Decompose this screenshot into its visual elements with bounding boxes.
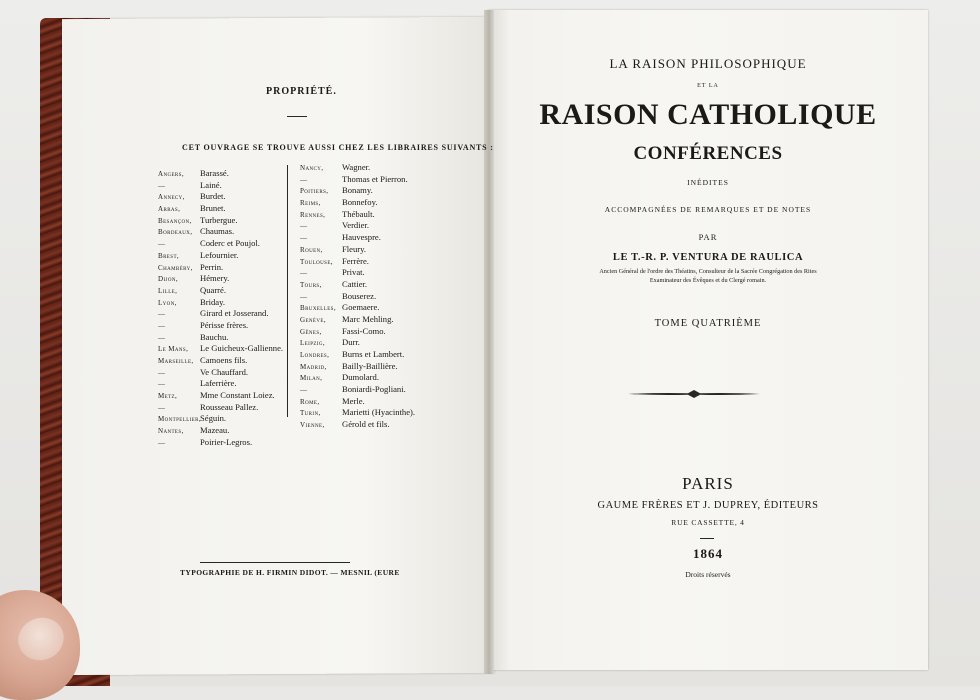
bookseller-name: Marc Mehling. <box>342 313 394 324</box>
city-paris: PARIS <box>682 474 734 493</box>
bookseller-row <box>158 285 283 297</box>
bookseller-row <box>300 162 415 174</box>
title-line-2: RAISON CATHOLIQUE <box>539 98 877 131</box>
bookseller-row <box>158 367 283 379</box>
bookseller-name: Quarré. <box>200 284 227 295</box>
bookseller-name: Lefournier. <box>200 249 239 260</box>
bookseller-row <box>158 180 283 192</box>
bookseller-city: Besançon, <box>158 216 192 225</box>
year-rule <box>700 538 714 539</box>
bookseller-city: Lille, <box>158 286 178 295</box>
bookseller-row <box>158 297 283 309</box>
inedites-label: INÉDITES <box>687 178 729 187</box>
bookseller-city: Genève, <box>300 315 326 324</box>
bookseller-row <box>300 197 415 209</box>
bookseller-name: Thébault. <box>342 208 375 219</box>
bookseller-name: Bailly-Baillière. <box>342 360 398 371</box>
bookseller-city: — <box>300 269 308 278</box>
bookseller-name: Thomas et Pierron. <box>342 173 408 184</box>
bookseller-row <box>300 396 415 408</box>
bookseller-name: Lainé. <box>200 179 222 190</box>
bookseller-city: Milan, <box>300 374 323 383</box>
bookseller-name: Dumolard. <box>342 372 379 383</box>
bookseller-city: Marseille, <box>158 357 194 365</box>
bookseller-row <box>300 279 415 291</box>
title-line-1: LA RAISON PHILOSOPHIQUE <box>609 56 807 71</box>
bookseller-city: Rennes, <box>300 210 326 219</box>
bookseller-row <box>158 332 283 344</box>
bookseller-city: Bordeaux, <box>158 228 193 237</box>
bookseller-name: Merle. <box>342 395 365 406</box>
tome-label: TOME QUATRIÈME <box>654 318 762 329</box>
bookseller-name: Hauvespre. <box>342 232 381 243</box>
bookseller-city: Poitiers, <box>300 187 329 196</box>
bookseller-row <box>158 226 283 238</box>
bookseller-row <box>300 291 415 303</box>
bookseller-row <box>158 320 283 332</box>
bookseller-name: Turbergue. <box>200 214 238 225</box>
bookseller-name: Laferrière. <box>200 378 237 389</box>
bookseller-city: Metz, <box>158 392 178 401</box>
bookseller-city: — <box>300 386 308 395</box>
bookseller-name: Hémery. <box>200 273 230 284</box>
booksellers-right-column <box>300 162 415 431</box>
bookseller-name: Marietti (Hyacinthe). <box>342 407 416 418</box>
bookseller-row <box>158 250 283 262</box>
bookseller-name: Périsse frères. <box>200 319 249 330</box>
bookseller-name: Wagner. <box>342 162 371 172</box>
bookseller-city: — <box>300 234 308 243</box>
bookseller-name: Burns et Lambert. <box>342 349 405 359</box>
bookseller-name: Brunet. <box>200 203 226 214</box>
bookseller-row <box>158 273 283 285</box>
bookseller-name: Briday. <box>200 296 225 307</box>
bookseller-row <box>300 337 415 349</box>
bookseller-row <box>158 355 283 367</box>
bookseller-city: — <box>158 181 166 190</box>
bookseller-row <box>300 302 415 314</box>
bookseller-name: Goemaere. <box>342 302 380 313</box>
bookseller-city: — <box>158 438 166 447</box>
bookseller-row <box>300 220 415 232</box>
ornament-rule <box>628 387 760 401</box>
bookseller-row <box>300 326 415 338</box>
bookseller-row <box>158 413 283 425</box>
bookseller-row <box>158 343 283 355</box>
bookseller-row <box>158 215 283 227</box>
bookseller-name: Fassi-Como. <box>342 325 386 336</box>
bookseller-city: Annecy, <box>158 193 185 202</box>
bookseller-row <box>158 378 283 390</box>
bookseller-row <box>300 314 415 326</box>
bookseller-city: Nancy, <box>300 164 324 172</box>
bookseller-row <box>300 256 415 268</box>
bookseller-row <box>300 361 415 373</box>
bookseller-row <box>300 419 415 431</box>
bookseller-city: — <box>158 333 166 342</box>
title-et-la: ET LA <box>697 83 719 89</box>
author-name: LE T.-R. P. VENTURA DE RAULICA <box>612 252 804 263</box>
bookseller-city: — <box>300 222 308 231</box>
propriete-label: PROPRIÉTÉ. <box>266 86 337 97</box>
libraires-heading: CET OUVRAGE SE TROUVE AUSSI CHEZ LES LIBRAIRES SUIVANTS : <box>182 143 494 152</box>
bookseller-row <box>300 267 415 279</box>
bookseller-city: Dijon, <box>158 275 179 284</box>
bookseller-row <box>300 232 415 244</box>
bookseller-city: Madrid, <box>300 362 327 371</box>
bookseller-city: Le Mans, <box>158 345 189 354</box>
rights-notice: Droits réservés <box>685 570 731 579</box>
bookseller-city: Chambéry, <box>158 263 193 272</box>
bookseller-row <box>300 209 415 221</box>
bookseller-city: Leipzig, <box>300 339 326 348</box>
bookseller-city: Brest, <box>158 251 180 260</box>
bookseller-city: — <box>158 310 166 319</box>
publisher-address: RUE CASSETTE, 4 <box>671 518 745 527</box>
bookseller-row <box>300 174 415 186</box>
bookseller-city: Angers, <box>158 170 184 178</box>
bookseller-row <box>300 185 415 197</box>
booksellers-left-column <box>158 168 283 449</box>
bookseller-row <box>300 372 415 384</box>
bookseller-name: Mazeau. <box>200 425 230 436</box>
bookseller-city: — <box>300 175 308 184</box>
bookseller-city: Toulouse, <box>300 257 333 266</box>
bookseller-city: Reims, <box>300 199 321 208</box>
bookseller-name: Bonamy. <box>342 185 373 196</box>
bookseller-name: Burdet. <box>200 191 226 202</box>
bookseller-name: Ve Chauffard. <box>200 366 249 377</box>
column-divider <box>287 165 288 417</box>
bookseller-row <box>300 349 415 361</box>
bookseller-city: — <box>158 368 166 377</box>
bookseller-row <box>158 203 283 215</box>
bookseller-name: Perrin. <box>200 261 224 272</box>
bookseller-name: Fleury. <box>342 243 367 254</box>
bookseller-city: Gênes, <box>300 327 322 336</box>
bookseller-city: — <box>158 240 166 249</box>
bookseller-city: — <box>300 292 308 301</box>
bookseller-row <box>300 384 415 396</box>
bookseller-row <box>158 425 283 437</box>
par-label: PAR <box>698 232 718 242</box>
bookseller-name: Camoens fils. <box>200 355 248 365</box>
bookseller-name: Mme Constant Loiez. <box>200 390 275 401</box>
bookseller-row <box>158 168 283 180</box>
bookseller-city: Turin, <box>300 409 321 418</box>
bookseller-name: Gérold et fils. <box>342 419 390 430</box>
bookseller-city: — <box>158 321 166 330</box>
bookseller-name: Séguin. <box>200 413 227 424</box>
bookseller-row <box>158 390 283 402</box>
bookseller-row <box>158 402 283 414</box>
bookseller-name: Cattier. <box>342 278 368 289</box>
title-line-3: CONFÉRENCES <box>633 143 783 164</box>
bookseller-name: Privat. <box>342 267 365 278</box>
bookseller-name: Barassé. <box>200 168 229 178</box>
bookseller-city: — <box>158 380 166 389</box>
publisher-name: GAUME FRÈRES ET J. DUPREY, ÉDITEURS <box>597 500 819 511</box>
bookseller-city: Nantes, <box>158 427 184 436</box>
bookseller-city: Lyon, <box>158 298 177 307</box>
footer-rule <box>200 562 350 563</box>
bookseller-city: Vienne, <box>300 421 325 430</box>
bookseller-row <box>158 437 283 449</box>
publication-year: 1864 <box>693 546 723 561</box>
bookseller-city: Tours, <box>300 280 322 289</box>
bookseller-row <box>158 238 283 250</box>
short-rule <box>287 116 307 117</box>
bookseller-city: — <box>158 403 166 412</box>
bookseller-row <box>158 308 283 320</box>
bookseller-name: Girard et Josserand. <box>200 308 269 319</box>
author-description-2: Examinateur des Évêques et du Clergé romain. <box>649 277 767 284</box>
bookseller-name: Verdier. <box>342 220 369 231</box>
bookseller-name: Chaumas. <box>200 226 235 237</box>
bookseller-city: Montpellier, <box>158 415 202 424</box>
bookseller-name: Bauchu. <box>200 331 229 342</box>
bookseller-city: Arras, <box>158 205 181 214</box>
bookseller-name: Ferrère. <box>342 255 369 266</box>
bookseller-name: Le Guicheux-Gallienne. <box>200 343 284 354</box>
bookseller-city: Londres, <box>300 351 330 359</box>
bookseller-row <box>158 262 283 274</box>
bookseller-city: Bruxelles, <box>300 304 336 313</box>
bookseller-name: Rousseau Pallez. <box>200 401 259 412</box>
bookseller-row <box>158 191 283 203</box>
bookseller-row <box>300 244 415 256</box>
bookseller-name: Bouserez. <box>342 290 377 301</box>
bookseller-name: Durr. <box>342 337 360 348</box>
bookseller-name: Boniardi-Pogliani. <box>342 384 406 395</box>
bookseller-name: Coderc et Poujol. <box>200 238 260 249</box>
bookseller-row <box>300 407 415 419</box>
bookseller-city: Rome, <box>300 397 320 406</box>
bookseller-city: Rouen, <box>300 245 323 254</box>
bookseller-name: Poirier-Legros. <box>200 436 253 447</box>
printer-line: TYPOGRAPHIE DE H. FIRMIN DIDOT. — MESNIL (EURE <box>180 568 400 577</box>
accompagnees-label: ACCOMPAGNÉES DE REMARQUES ET DE NOTES <box>604 205 812 214</box>
bookseller-name: Bonnefoy. <box>342 197 378 208</box>
author-description-1: Ancien Général de l'ordre des Théatins, Consulteur de la Sacrée Congrégation des Rites <box>599 268 817 275</box>
